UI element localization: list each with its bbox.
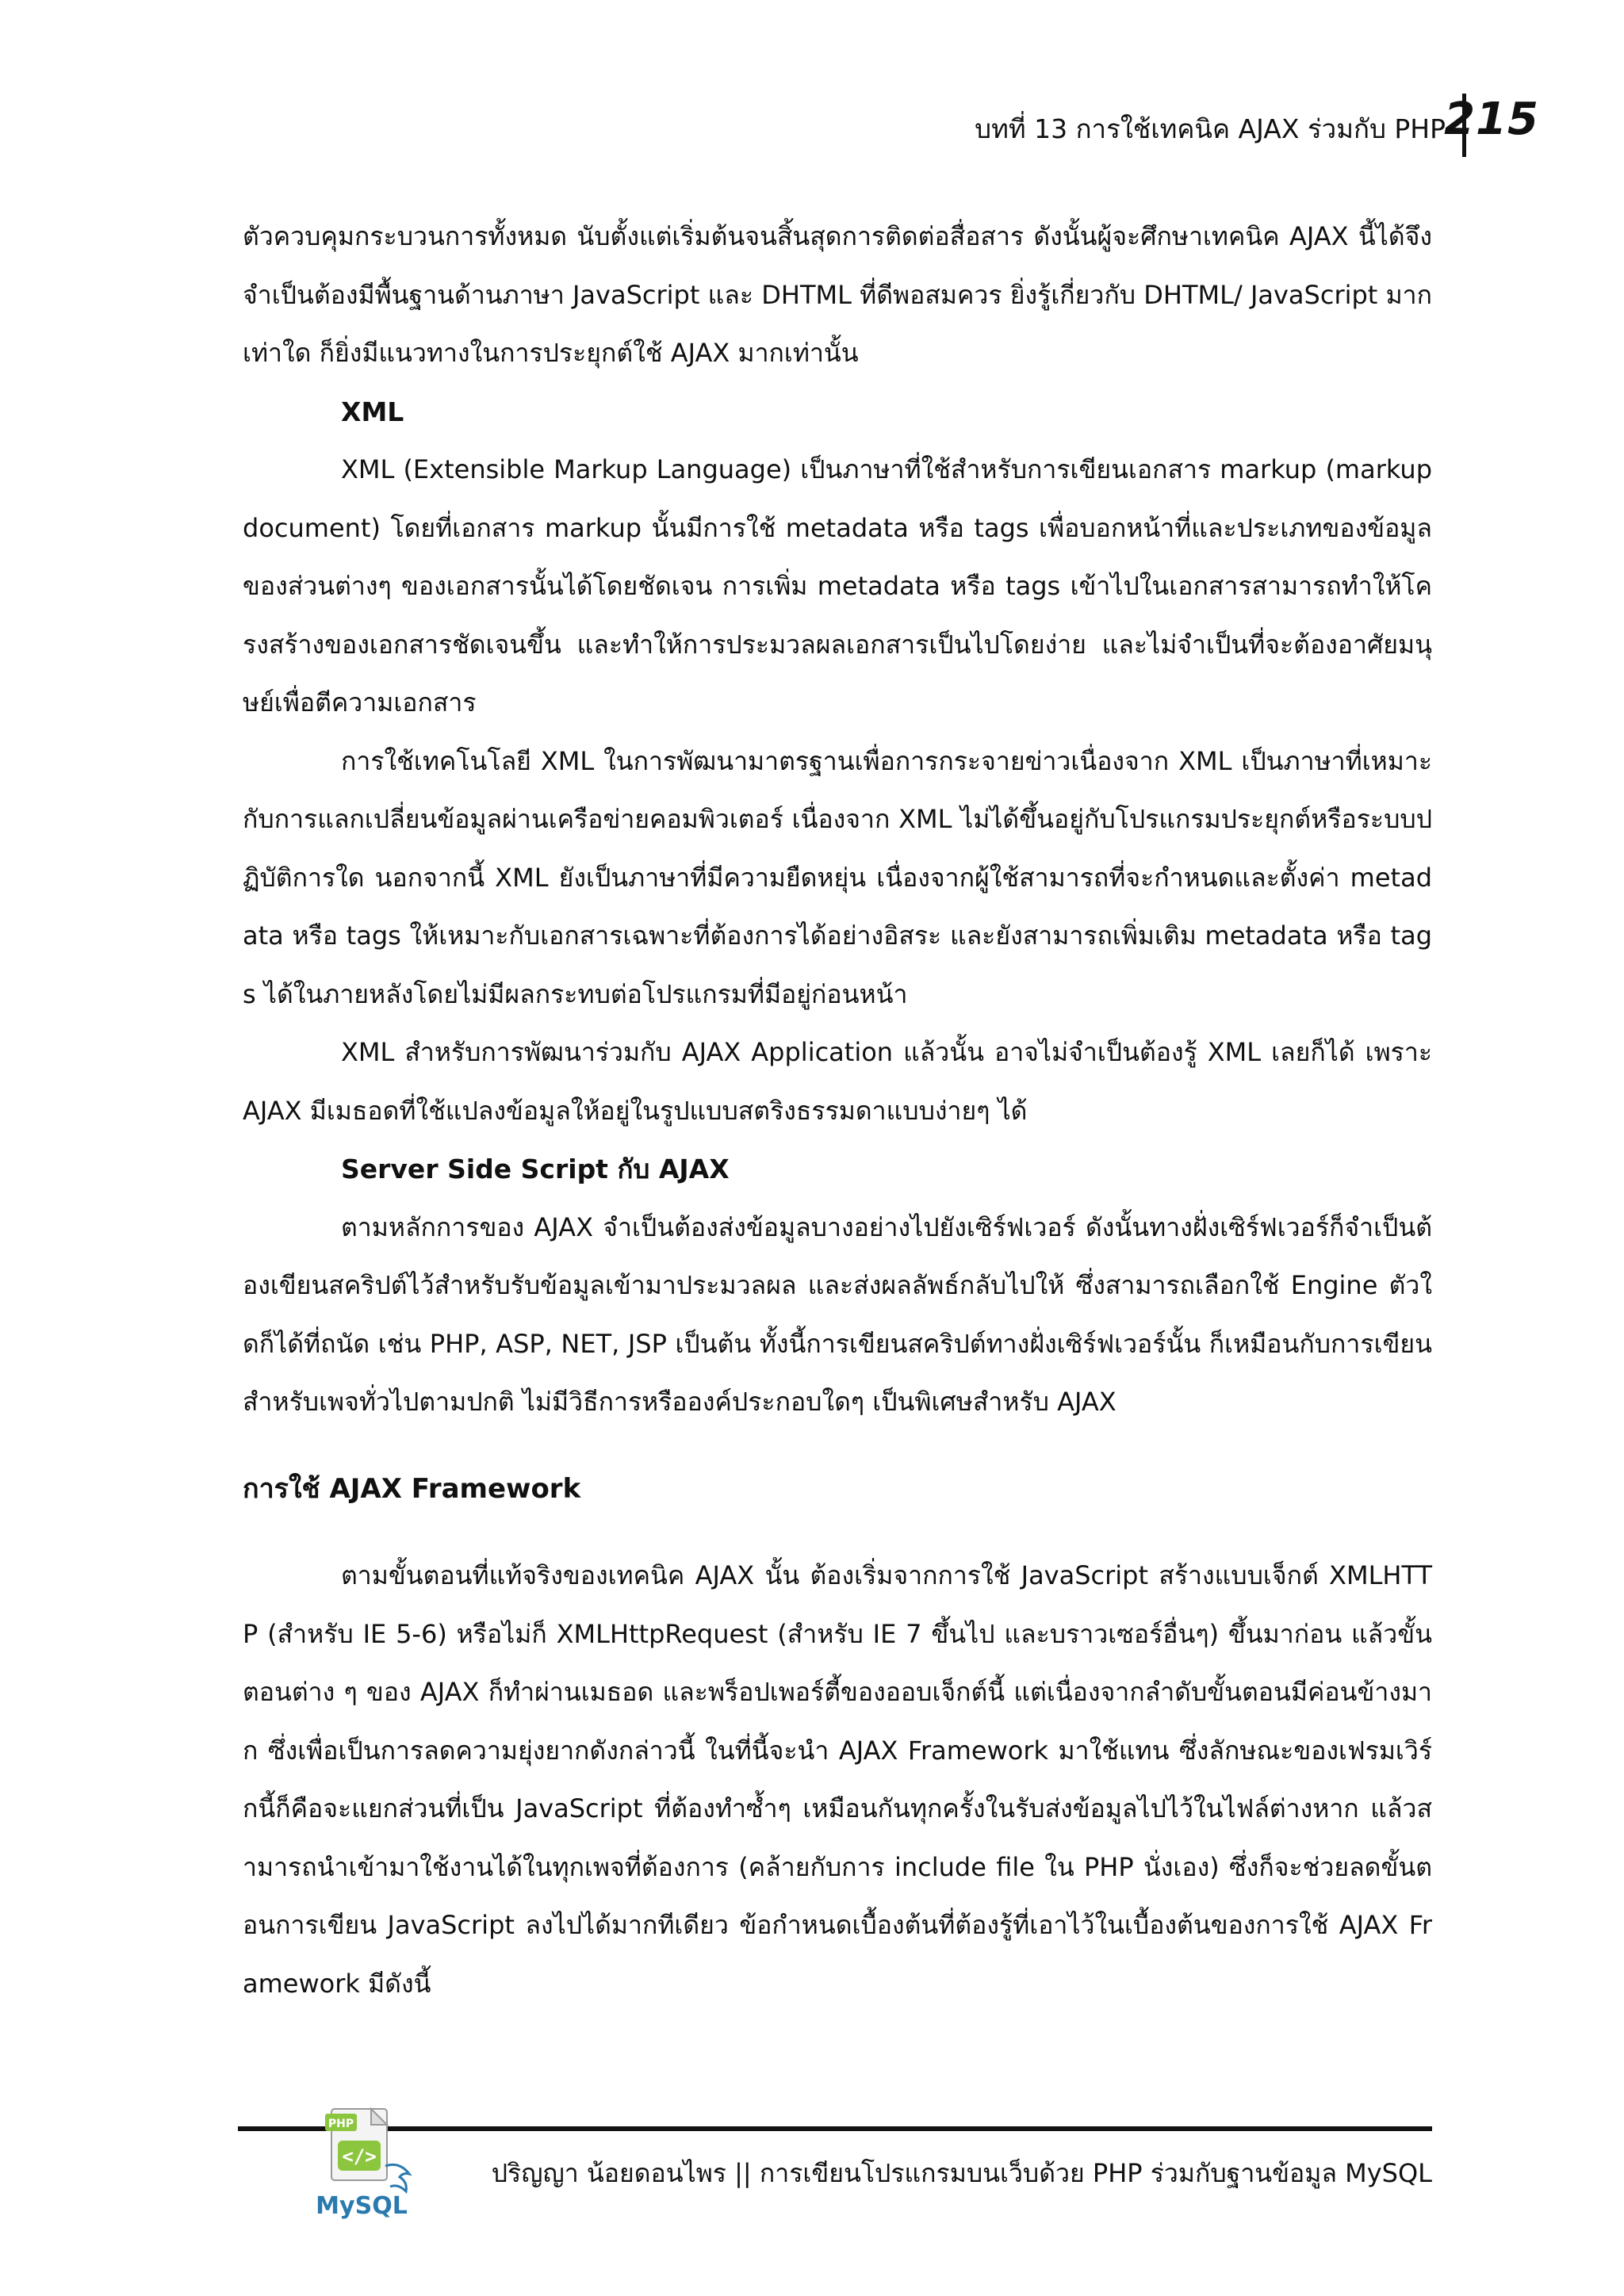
page-number: 215 <box>1444 94 1539 145</box>
page-header <box>793 94 1539 166</box>
svg-text:PHP: PHP <box>327 2118 354 2130</box>
php-mysql-logo-icon <box>309 2103 428 2233</box>
paragraph-2: XML (Extensible Markup Language) เป็นภาษาที่ใช้สำหรับการเขียนเอกสาร markup (markup document) โดยที่เอกสาร markup นั้นมีการใช้ metadata หรือ tags เพื่อบอกหน้าที่และประเภทของข้อมูลของส่วนต่างๆ ของเอกสารนั้นได้โดยชัดเจน การเพิ่ม metadata หรือ tags เข้าไปในเอกสารสามารถทำให้โครงสร้างของเอกสารชัดเจนขึ้น และทำให้การประมวลผลเอกสารเป็นไปโดยง่าย และไม่จำเป็นที่จะต้องอาศัยมนุษย์เพื่อตีความเอกสาร <box>243 454 1432 718</box>
paragraph-4: XML สำหรับการพัฒนาร่วมกับ AJAX Application แล้วนั้น อาจไม่จำเป็นต้องรู้ XML เลยก็ได้ เพราะ AJAX มีเมธอดที่ใช้แปลงข้อมูลให้อยู่ในรูปแบบสตริงธรรมดาแบบง่ายๆ ได้ <box>243 1037 1432 1126</box>
footer-citation: ปริญญา น้อยดอนไพร || การเขียนโปรแกรมบนเว็บด้วย PHP ร่วมกับฐานข้อมูล MySQL <box>491 2158 1432 2188</box>
svg-text:</>: </> <box>342 2145 377 2168</box>
section-heading-framework: การใช้ AJAX Framework <box>243 1472 581 1505</box>
paragraph-1: ตัวควบคุมกระบวนการทั้งหมด นับตั้งแต่เริ่มต้นจนสิ้นสุดการติดต่อสื่อสาร ดังนั้นผู้จะศึกษาเทคนิค AJAX นี้ได้จึงจำเป็นต้องมีพื้นฐานด้านภาษา JavaScript และ DHTML ที่ดีพอสมควร ยิ่งรู้เกี่ยวกับ DHTML/ JavaScript มากเท่าใด ก็ยิ่งมีแนวทางในการประยุกต์ใช้ AJAX มากเท่านั้น <box>243 221 1432 368</box>
chapter-title: บทที่ 13 การใช้เทคนิค AJAX ร่วมกับ PHP <box>975 113 1446 144</box>
page-footer <box>238 2118 1432 2237</box>
page-body <box>243 208 1432 2013</box>
paragraph-5: ตามหลักการของ AJAX จำเป็นต้องส่งข้อมูลบางอย่างไปยังเซิร์ฟเวอร์ ดังนั้นทางฝั่งเซิร์ฟเวอร์ก็จำเป็นต้องเขียนสคริปต์ไว้สำหรับรับข้อมูลเข้ามาประมวลผล และส่งผลลัพธ์กลับไปให้ ซึ่งสามารถเลือกใช้ Engine ตัวใดก็ได้ที่ถนัด เช่น PHP, ASP, NET, JSP เป็นต้น ทั้งนี้การเขียนสคริปต์ทางฝั่งเซิร์ฟเวอร์นั้น ก็เหมือนกับการเขียนสำหรับเพจทั่วไปตามปกติ ไม่มีวิธีการหรือองค์ประกอบใดๆ เป็นพิเศษสำหรับ AJAX <box>243 1211 1432 1417</box>
heading-xml: XML <box>341 396 404 427</box>
svg-text:MySQL: MySQL <box>316 2192 408 2220</box>
heading-server-side: Server Side Script กับ AJAX <box>341 1154 730 1184</box>
paragraph-3: การใช้เทคโนโลยี XML ในการพัฒนามาตรฐานเพื่อการกระจายข่าวเนื่องจาก XML เป็นภาษาที่เหมาะกับการแลกเปลี่ยนข้อมูลผ่านเครือข่ายคอมพิวเตอร์ เนื่องจาก XML ไม่ได้ขึ้นอยู่กับโปรแกรมประยุกต์หรือระบบปฏิบัติการใด นอกจากนี้ XML ยังเป็นภาษาที่มีความยืดหยุ่น เนื่องจากผู้ใช้สามารถที่จะกำหนดและตั้งค่า metadata หรือ tags ให้เหมาะกับเอกสารเฉพาะที่ต้องการได้อย่างอิสระ และยังสามารถเพิ่มเติม metadata หรือ tags ได้ในภายหลังโดยไม่มีผลกระทบต่อโปรแกรมที่มีอยู่ก่อนหน้า <box>243 745 1432 1009</box>
paragraph-6: ตามขั้นตอนที่แท้จริงของเทคนิค AJAX นั้น ต้องเริ่มจากการใช้ JavaScript สร้างแบบเจ็กต์ XMLHTTP (สำหรับ IE 5-6) หรือไม่ก็ XMLHttpRequest (สำหรับ IE 7 ขึ้นไป และบราวเซอร์อื่นๆ) ขึ้นมาก่อน แล้วขั้นตอนต่าง ๆ ของ AJAX ก็ทำผ่านเมธอด และพร็อปเพอร์ตี้ของออบเจ็กต์นี้ แต่เนื่องจากลำดับขั้นตอนมีค่อนข้างมาก ซึ่งเพื่อเป็นการลดความยุ่งยากดังกล่าวนี้ ในที่นี้จะนำ AJAX Framework มาใช้แทน ซึ่งลักษณะของเฟรมเวิร์กนี้ก็คือจะแยกส่วนที่เป็น JavaScript ที่ต้องทำซ้ำๆ เหมือนกันทุกครั้งในรับส่งข้อมูลไปไว้ในไฟล์ต่างหาก แล้วสามารถนำเข้ามาใช้งานได้ในทุกเพจที่ต้องการ (คล้ายกับการ include file ใน PHP นั่งเอง) ซึ่งก็จะช่วยลดขั้นตอนการเขียน JavaScript ลงไปได้มากทีเดียว ข้อกำหนดเบื้องต้นที่ต้องรู้ที่เอาไว้ในเบื้องต้นของการใช้ AJAX Framework มีดังนี้ <box>243 1560 1432 1999</box>
